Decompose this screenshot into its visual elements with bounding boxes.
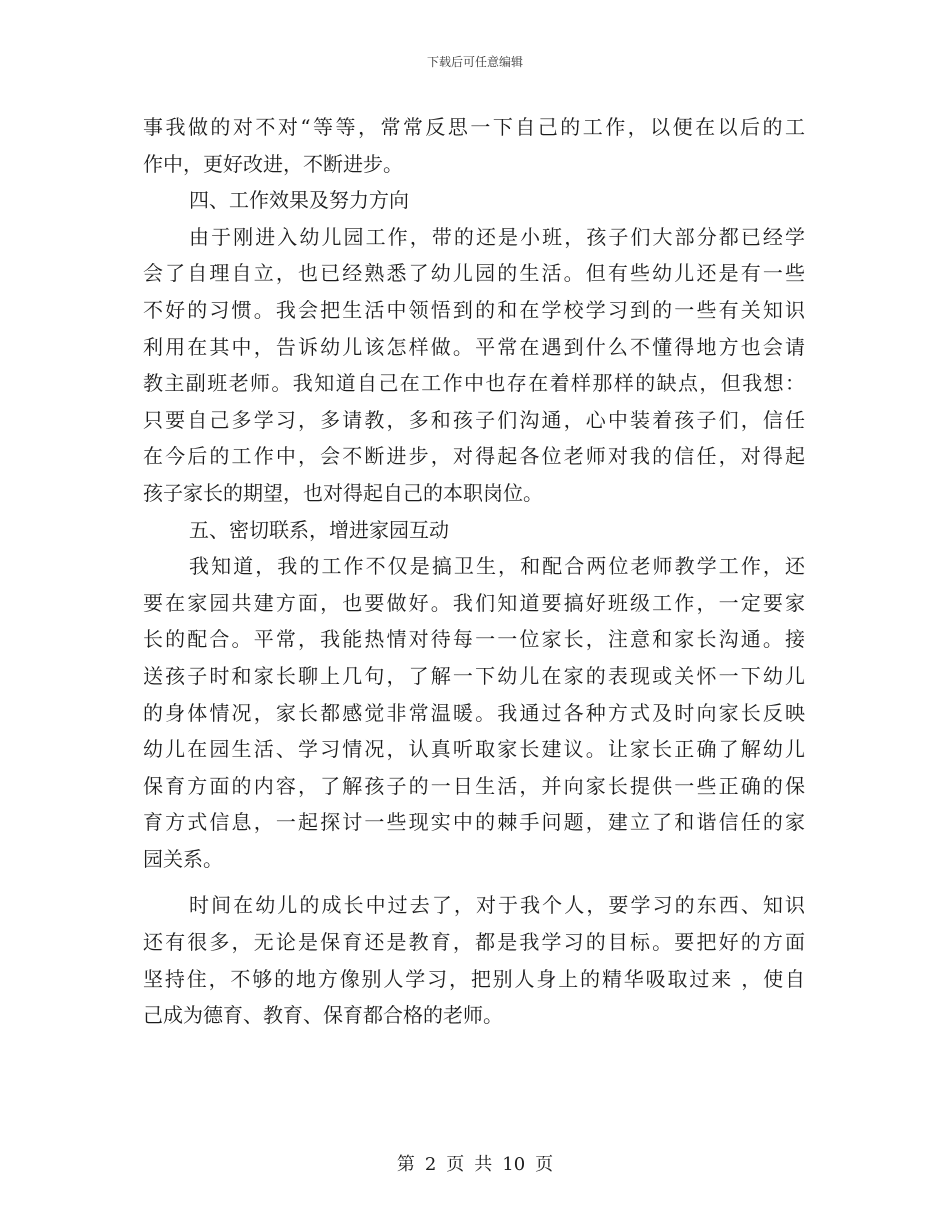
paragraph-line: 的身体情况，家长都感觉非常温暖。我通过各种方式及时向家长反映 [143,700,805,725]
paragraph-line: 保育方面的内容，了解孩子的一日生活，并向家长提供一些正确的保 [143,773,805,798]
paragraph-line: 在今后的工作中，会不断进步，对得起各位老师对我的信任，对得起 [143,444,805,469]
paragraph-line: 会了自理自立，也已经熟悉了幼儿园的生活。但有些幼儿还是有一些 [143,261,805,286]
paragraph-line: 利用在其中，告诉幼儿该怎样做。平常在遇到什么不懂得地方也会请 [143,334,805,359]
paragraph-line: 园关系。 [143,846,223,871]
paragraph-line: 由于刚进入幼儿园工作，带的还是小班，孩子们大部分都已经学 [189,224,805,249]
page-number-footer [0,1152,950,1178]
paragraph-line: 孩子家长的期望，也对得起自己的本职岗位。 [143,480,543,505]
paragraph-line: 幼儿在园生活、学习情况，认真听取家长建议。让家长正确了解幼儿 [143,737,805,762]
page-total: 10 [502,1154,526,1175]
paragraph-line: 我知道，我的工作不仅是搞卫生，和配合两位老师教学工作，还 [189,554,805,579]
paragraph [143,887,805,1033]
section-heading [143,512,805,549]
paragraph-line: 还有很多，无论是保育还是教育，都是我学习的目标。要把好的方面 [143,930,805,955]
paragraph-line: 育方式信息，一起探讨一些现实中的棘手问题，建立了和谐信任的家 [143,810,805,835]
paragraph-line: 时间在幼儿的成长中过去了，对于我个人，要学习的东西、知识 [189,893,805,918]
page-current: 2 [424,1154,437,1175]
paragraph-line: 长的配合。平常，我能热情对待每一一位家长，注意和家长沟通。接 [143,627,805,652]
paragraph-line: 送孩子时和家长聊上几句，了解一下幼儿在家的表现或关怀一下幼儿 [143,663,805,688]
paragraph-line: 要在家园共建方面，也要做好。我们知道要搞好班级工作，一定要家 [143,590,805,615]
document-body [143,109,805,1034]
paragraph [143,548,805,877]
paragraph [143,219,805,512]
paragraph-line: 不好的习惯。我会把生活中领悟到的和在学校学习到的一些有关知识 [143,297,805,322]
section-heading-text: 五、密切联系，增进家园互动 [189,517,449,542]
section-heading [143,182,805,219]
total-prefix: 共 [474,1154,493,1175]
page-header-note: 下载后可任意编辑 [426,55,523,69]
page-prefix: 第 [396,1154,415,1175]
paragraph-line: 教主副班老师。我知道自己在工作中也存在着样那样的缺点，但我想： [143,371,805,396]
paragraph-line: 事我做的对不对“等等，常常反思一下自己的工作，以便在以后的工 [143,115,805,139]
total-unit: 页 [535,1154,554,1175]
section-heading-text: 四、工作效果及努力方向 [189,188,409,213]
paragraph-line: 作中，更好改进，不断进步。 [143,151,403,176]
paragraph-line: 己成为德育、教育、保育都合格的老师。 [143,1003,503,1028]
paragraph-line: 只要自己多学习，多请教，多和孩子们沟通，心中装着孩子们，信任 [143,407,805,432]
page-unit: 页 [446,1154,465,1175]
paragraph [143,109,805,182]
paragraph-line: 坚持住，不够的地方像别人学习，把别人身上的精华吸取过来 ，使自 [143,966,805,991]
